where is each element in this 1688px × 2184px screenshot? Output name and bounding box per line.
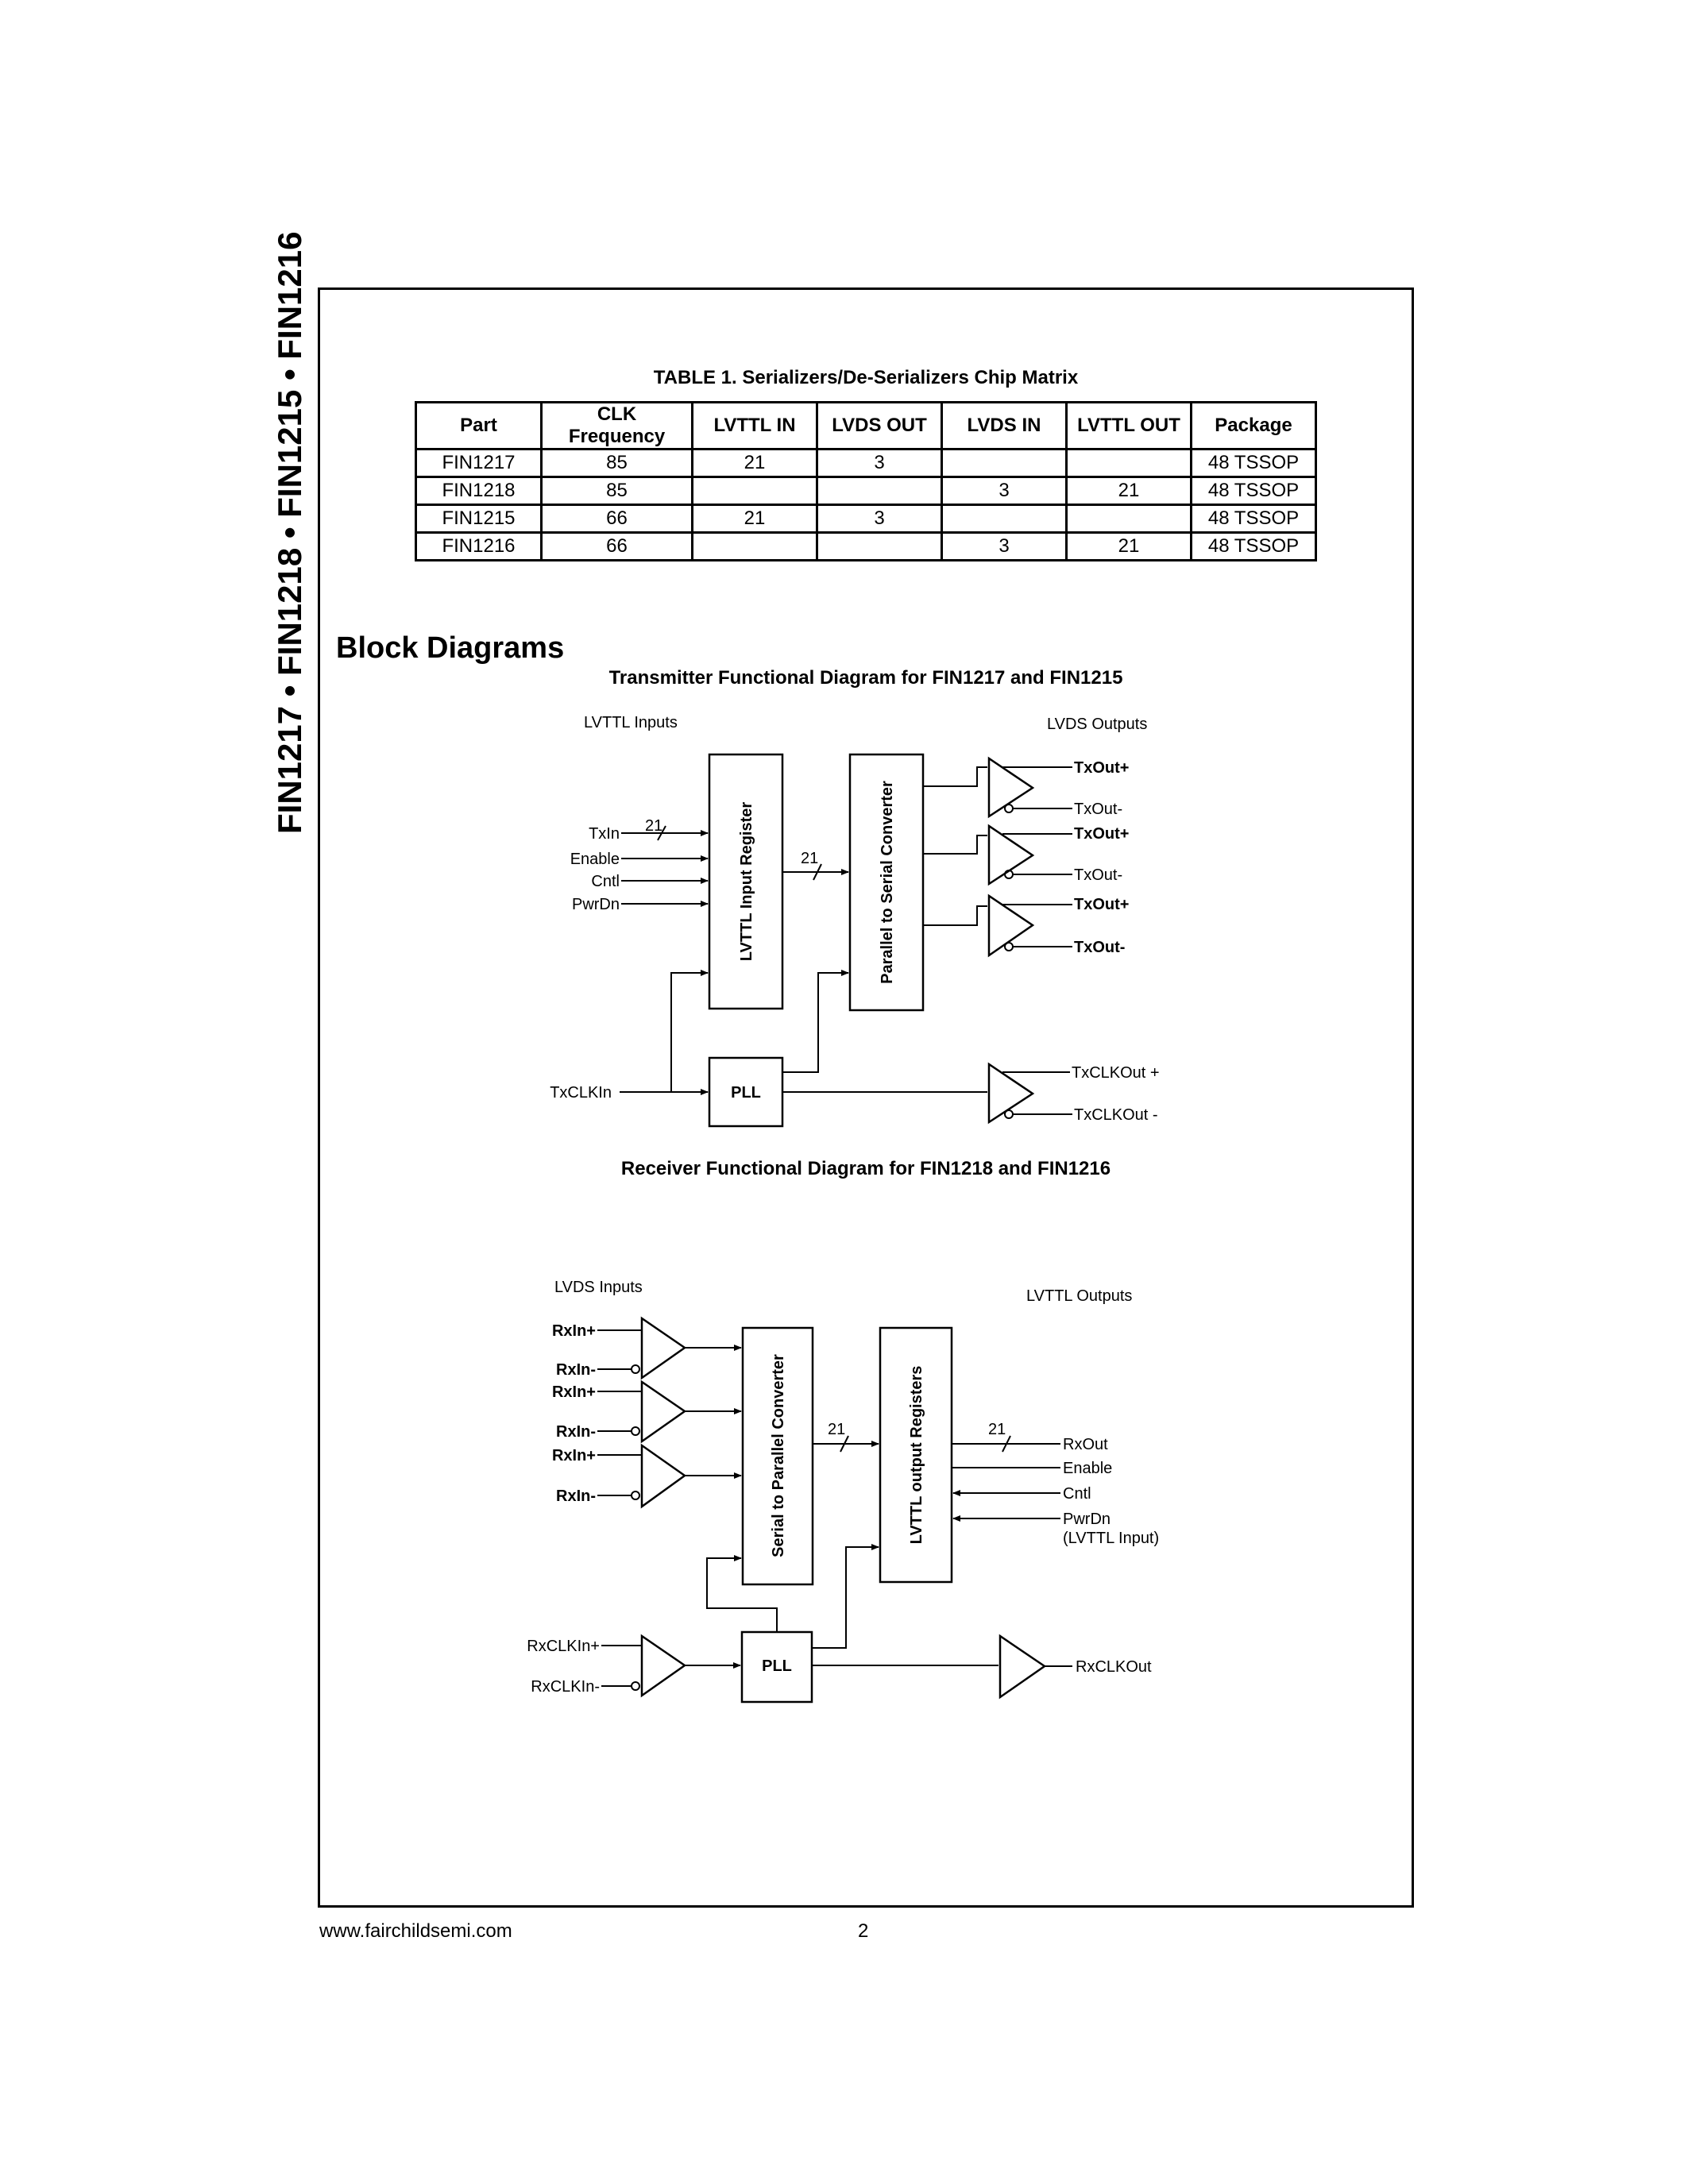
tx-input-label: Enable: [570, 851, 620, 868]
rx-input-label: RxIn+: [551, 1447, 596, 1464]
tx-output-label: TxOut+: [1074, 825, 1130, 843]
rx-output-label: RxOut: [1063, 1436, 1108, 1453]
tx-input-label: TxIn: [589, 825, 620, 843]
table-cell: FIN1215: [416, 505, 542, 533]
rx-pll-label: PLL: [762, 1657, 792, 1675]
header-cell: Part: [416, 403, 542, 450]
table-cell: 3: [817, 505, 942, 533]
rx-clk-out-label: RxCLKOut: [1076, 1658, 1152, 1676]
tx-clk-out-plus-label: TxCLKOut +: [1072, 1064, 1160, 1082]
table-cell: 85: [542, 450, 693, 477]
side-part-numbers: FIN1217 • FIN1218 • FIN1215 • FIN1216: [271, 231, 308, 834]
tx-clk-out-minus-label: TxCLKOut -: [1074, 1106, 1158, 1124]
table-cell: 48 TSSOP: [1192, 477, 1316, 505]
rx-input-label: RxIn+: [551, 1383, 596, 1401]
table-cell: 3: [942, 477, 1067, 505]
rx-input-label: RxIn-: [556, 1361, 596, 1379]
tx-output-label: TxOut-: [1074, 801, 1123, 818]
rx-output-label: Enable: [1063, 1460, 1113, 1477]
table-cell: FIN1218: [416, 477, 542, 505]
tx-output-label: TxOut+: [1074, 759, 1130, 777]
transmitter-diagram: [550, 714, 1159, 1126]
rx-output-label: Cntl: [1063, 1485, 1091, 1503]
tx-clk-in-label: TxCLKIn: [550, 1084, 612, 1102]
rx-input-label: RxIn-: [556, 1488, 596, 1505]
rx-bus-width-out: 21: [988, 1421, 1006, 1438]
rx-clock-receiver: [642, 1636, 685, 1696]
table-title: TABLE 1. Serializers/De-Serializers Chip Matrix: [653, 367, 1079, 388]
transmitter-diagram-title: Transmitter Functional Diagram for FIN1217 and FIN1215: [608, 667, 1123, 689]
rx-clk-in-minus-label: RxCLKIn-: [531, 1678, 600, 1696]
table-cell: 3: [942, 533, 1067, 561]
rx-converter-label: Serial to Parallel Converter: [770, 1354, 787, 1557]
footer-url: www.fairchildsemi.com: [319, 1920, 512, 1942]
table-cell: 21: [1067, 477, 1192, 505]
rx-lvds-receiver: [642, 1318, 685, 1378]
header-cell: CLK Frequency: [542, 403, 693, 450]
rx-lvds-inputs-label: LVDS Inputs: [554, 1279, 643, 1296]
rx-output-registers-label: LVTTL output Registers: [908, 1365, 925, 1545]
header-cell: Package: [1192, 403, 1316, 450]
header-cell: LVDS OUT: [817, 403, 942, 450]
tx-output-label: TxOut-: [1074, 939, 1126, 956]
header-cell: LVTTL IN: [693, 403, 817, 450]
table-cell: 48 TSSOP: [1192, 505, 1316, 533]
tx-input-label: Cntl: [591, 873, 620, 890]
table-cell: 66: [542, 505, 693, 533]
rx-input-label: RxIn+: [551, 1322, 596, 1340]
tx-converter-label: Parallel to Serial Converter: [879, 781, 896, 984]
table-cell: 66: [542, 533, 693, 561]
rx-lvds-receiver: [642, 1382, 685, 1441]
rx-bus-width-mid: 21: [828, 1421, 846, 1438]
table-cell: 85: [542, 477, 693, 505]
rx-output-label: PwrDn: [1063, 1511, 1111, 1528]
table-cell: 21: [1067, 533, 1192, 561]
rx-lvds-receiver: [642, 1445, 685, 1507]
rx-lvttl-outputs-label: LVTTL Outputs: [1026, 1287, 1133, 1305]
tx-lvttl-inputs-label: LVTTL Inputs: [584, 714, 678, 731]
receiver-diagram-title: Receiver Functional Diagram for FIN1218 and FIN1216: [620, 1158, 1111, 1179]
page-number: 2: [858, 1920, 869, 1942]
section-title: Block Diagrams: [336, 631, 565, 665]
tx-bus-width-in: 21: [645, 817, 663, 835]
header-cell: LVTTL OUT: [1067, 403, 1192, 450]
header-cell: LVDS IN: [942, 403, 1067, 450]
tx-bus-width-mid: 21: [801, 850, 819, 867]
table-cell: FIN1217: [416, 450, 542, 477]
table-cell: 48 TSSOP: [1192, 450, 1316, 477]
rx-clock-driver: [1000, 1636, 1045, 1697]
table-cell: 21: [693, 450, 817, 477]
rx-clk-in-plus-label: RxCLKIn+: [527, 1638, 600, 1655]
tx-output-label: TxOut-: [1074, 866, 1123, 884]
table-cell: 3: [817, 450, 942, 477]
rx-output-note: (LVTTL Input): [1063, 1530, 1160, 1547]
table-cell: FIN1216: [416, 533, 542, 561]
table-cell: 48 TSSOP: [1192, 533, 1316, 561]
tx-input-label: PwrDn: [571, 896, 620, 913]
rx-input-label: RxIn-: [556, 1423, 596, 1441]
table-cell: 21: [693, 505, 817, 533]
tx-input-register-label: LVTTL Input Register: [738, 801, 755, 962]
receiver-diagram: [527, 1279, 1159, 1702]
tx-lvds-outputs-label: LVDS Outputs: [1047, 716, 1148, 733]
tx-output-label: TxOut+: [1074, 896, 1130, 913]
tx-pll-label: PLL: [731, 1084, 761, 1102]
